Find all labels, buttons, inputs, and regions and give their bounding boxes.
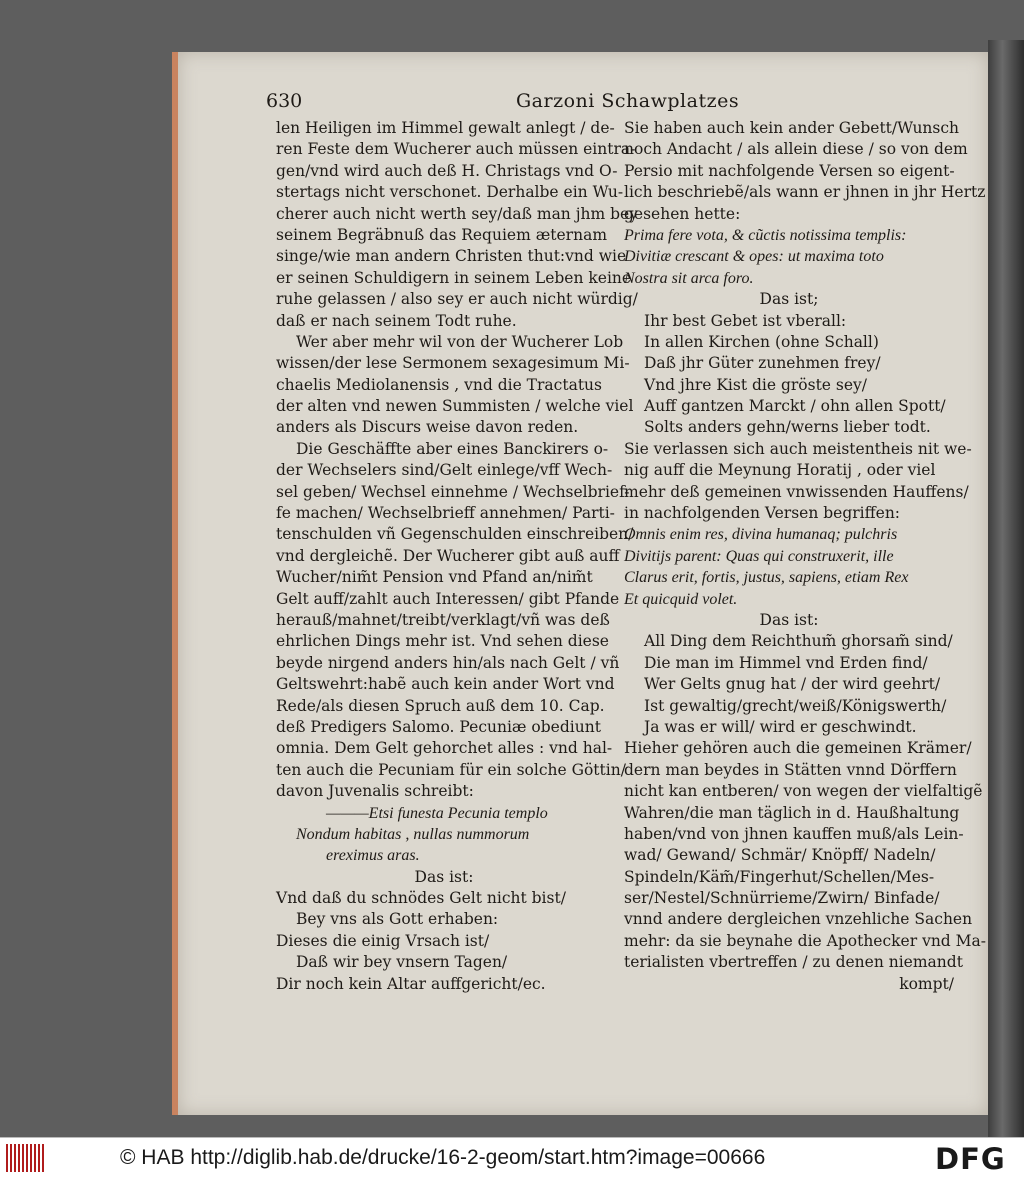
left-column-line: davon Juvenalis schreibt: [276,782,474,801]
right-column-line: Divitiæ crescant & opes: ut maxima toto [624,248,884,266]
left-column-line: ———Etsi funesta Pecunia templo [326,804,548,822]
right-column-line: In allen Kirchen (ohne Schall) [644,332,879,351]
left-column-line: seinem Begräbnuß das Requiem æternam [276,225,608,244]
right-column-line: Ist gewaltig/grecht/weiß/Königswerth/ [644,696,947,715]
left-column-line: len Heiligen im Himmel gewalt anlegt / de- [276,119,615,137]
dfg-logo: DFG [935,1142,1006,1176]
page-number: 630 [266,90,303,112]
right-column-line: All Ding dem Reichthum̃ ghorsam̃ sind/ [644,632,953,651]
left-column-line: fe machen/ Wechselbrieff annehmen/ Parti- [276,504,615,523]
left-column-line: Wucher/nim̃t Pension vnd Pfand an/nim̃t [276,568,593,587]
right-column-line: Solts anders gehn/werns lieber todt. [644,418,931,437]
left-column-line: sel geben/ Wechsel einnehme / Wechselbrief- [276,482,630,501]
left-column-line: Dir noch kein Altar auffgericht/ec. [276,974,546,993]
right-column-line: lich beschriebẽ/als wann er jhnen in jhr Hertz [624,183,986,202]
left-column [276,118,638,995]
left-column-line: Das ist: [414,867,474,886]
right-column-line: Ihr best Gebet ist vberall: [644,311,847,330]
left-column-line: der Wechselers sind/Gelt einlege/vff Wech- [276,461,613,480]
right-column-line: terialisten vbertreffen / zu denen niemandt [624,953,963,972]
right-column-line: ser/Nestel/Schnürrieme/Zwirn/ Binfade/ [624,889,940,908]
footer-bar [0,1137,1024,1178]
right-column-line: haben/vnd von jhnen kauffen muß/als Lein- [624,824,964,843]
left-column-line: Nondum habitas , nullas nummorum [296,825,530,843]
left-column-line: der alten vnd newen Summisten / welche viel [276,397,634,416]
right-column [624,118,987,995]
left-column-line: herauß/mahnet/treibt/verklagt/vñ was deß [276,610,610,629]
right-column-line: Ja was er will/ wird er geschwindt. [644,717,917,736]
left-column-line: beyde nirgend anders hin/als nach Gelt / vñ [276,653,620,672]
left-column-line: er seinen Schuldigern in seinem Leben keine [276,268,632,287]
right-column-line: Daß jhr Güter zunehmen frey/ [644,354,881,373]
right-column-line: Spindeln/Käm̃/Fingerhut/Schellen/Mes- [624,867,935,886]
left-column-line: ereximus aras. [326,847,420,865]
right-column-line: Vnd jhre Kist die gröste sey/ [644,375,868,394]
right-column-line: Das ist: [759,610,819,629]
right-column-line: Et quicquid volet. [624,590,738,608]
running-head [266,90,946,118]
left-column-line: tenschulden vñ Gegenschulden einschreiben/ [276,525,634,544]
right-column-line: Das ist; [759,290,819,309]
right-column-line: noch Andacht / als allein diese / so von dem [624,140,968,159]
left-column-line: wissen/der lese Sermonem sexagesimum Mi- [276,354,630,373]
page-edge-right [988,40,1024,1137]
left-column-line: Die Geschäffte aber eines Banckirers o- [296,439,609,458]
right-column-line: Wahren/die man täglich in d. Haußhaltung [624,803,960,822]
left-column-line: ren Feste dem Wucherer auch müssen eintra- [276,140,636,159]
left-column-line: ehrlichen Dings mehr ist. Vnd sehen diese [276,632,609,651]
left-column-line: cherer auch nicht werth sey/daß man jhm bey [276,204,638,223]
header-title: Garzoni Schawplatzes [516,90,740,112]
left-column-line: Wer aber mehr wil von der Wucherer Lob [296,332,624,351]
left-column-line: Vnd daß du schnödes Gelt nicht bist/ [276,889,566,908]
source-link[interactable]: © HAB http://diglib.hab.de/drucke/16-2-geom/start.htm?image=00666 [120,1146,766,1169]
right-column-line: Nostra sit arca foro. [624,269,754,287]
right-column-line: Sie verlassen sich auch meistentheis nit we- [624,439,972,458]
left-column-line: Gelt auff/zahlt auch Interessen/ gibt Pfande [276,589,620,608]
right-column-line: mehr deß gemeinen vnwissenden Hauffens/ [624,482,969,501]
left-column-line: Rede/als diesen Spruch auß dem 10. Cap. [276,696,605,715]
right-column-line: mehr: da sie beynahe die Apothecker vnd Ma- [624,931,987,950]
right-column-line: nicht kan entberen/ von wegen der vielfaltigẽ [624,782,983,801]
left-column-line: ruhe gelassen / also sey er auch nicht würdig/ [276,290,638,309]
right-column-line: Omnis enim res, divina humanaq; pulchris [624,526,898,544]
right-column-line: kompt/ [899,974,954,993]
right-column-line: Prima fere vota, & cũctis notissima templis: [624,226,907,244]
left-column-line: Geltswehrt:habẽ auch kein ander Wort vnd [276,675,615,694]
left-column-line: omnia. Dem Gelt gehorchet alles : vnd hal- [276,739,613,758]
left-column-line: daß er nach seinem Todt ruhe. [276,311,517,330]
right-column-line: Divitijs parent: Quas qui construxerit, ille [624,547,894,565]
left-column-line: Bey vns als Gott erhaben: [296,910,499,929]
right-column-line: Clarus erit, fortis, justus, sapiens, etiam Rex [624,569,909,587]
left-column-line: ten auch die Pecuniam für ein solche Göttin/ [276,760,626,779]
right-column-line: Wer Gelts gnug hat / der wird geehrt/ [644,675,941,694]
left-column-line: anders als Discurs weise davon reden. [276,418,579,437]
left-column-line: Daß wir bey vnsern Tagen/ [296,953,508,972]
right-column-line: Auff gantzen Marckt / ohn allen Spott/ [644,397,946,416]
left-column-line: Dieses die einig Vrsach ist/ [276,931,490,950]
left-column-line: singe/wie man andern Christen thut:vnd wie [276,247,627,266]
left-column-line: chaelis Mediolanensis , vnd die Tractatus [276,375,602,394]
right-column-line: Hieher gehören auch die gemeinen Krämer/ [624,739,972,758]
left-column-line: gen/vnd wird auch deß H. Christags vnd O- [276,161,618,180]
left-column-line: vnd dergleichẽ. Der Wucherer gibt auß auff [276,546,620,565]
right-column-line: nig auff die Meynung Horatij , oder viel [624,461,936,480]
right-column-line: Persio mit nachfolgende Versen so eigent- [624,161,955,180]
left-column-line: stertags nicht verschonet. Derhalbe ein Wu- [276,183,624,202]
right-column-line: vnnd andere dergleichen vnzehliche Sachen [624,910,973,929]
barcode-icon [6,1144,46,1172]
right-column-line: dern man beydes in Stätten vnnd Dörffern [624,760,957,779]
right-column-line: in nachfolgenden Versen begriffen: [624,504,901,523]
right-column-line: wad/ Gewand/ Schmär/ Knöpff/ Nadeln/ [624,846,936,865]
right-column-line: Sie haben auch kein ander Gebett/Wunsch [624,119,960,137]
left-column-line: deß Predigers Salomo. Pecuniæ obediunt [276,717,601,736]
right-column-line: Die man im Himmel vnd Erden find/ [644,653,928,672]
right-column-line: gesehen hette: [624,204,741,223]
